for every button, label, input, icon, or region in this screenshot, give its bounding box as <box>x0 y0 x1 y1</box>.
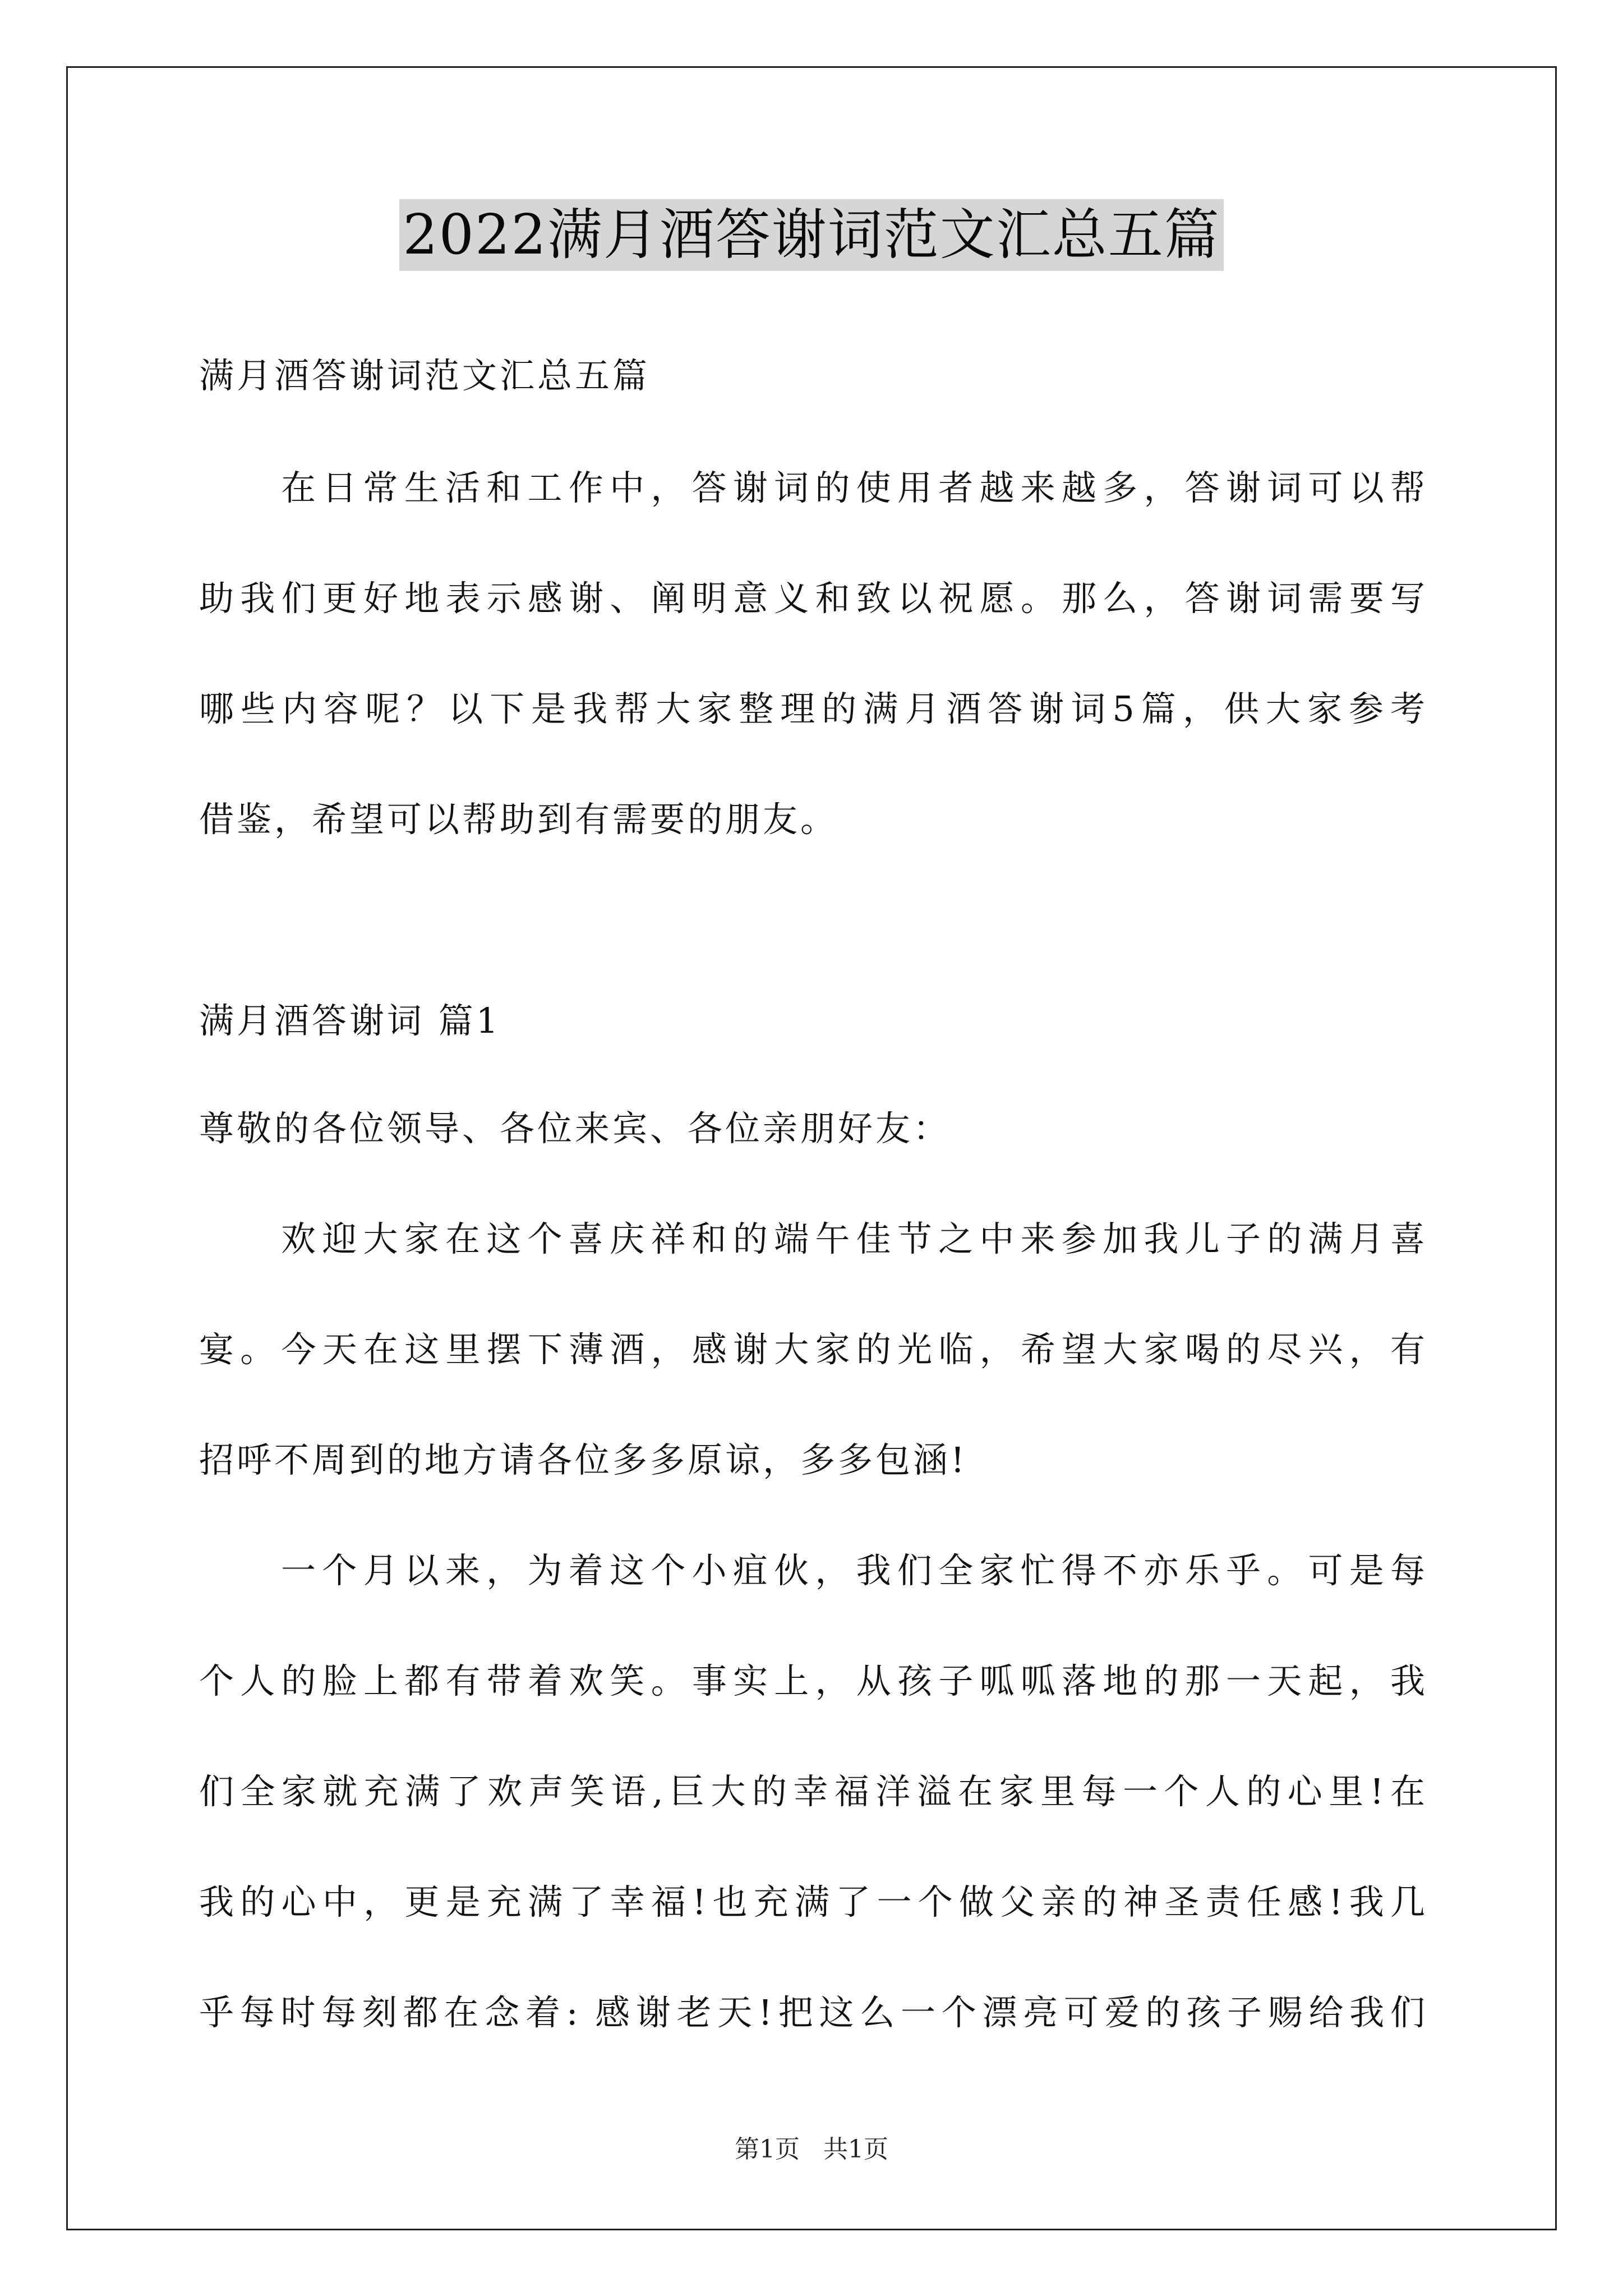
subtitle: 满月酒答谢词范文汇总五篇 <box>199 355 651 396</box>
intro-line: 在日常生活和工作中，答谢词的使用者越来越多，答谢词可以帮 <box>281 467 1425 508</box>
salutation: 尊敬的各位领导、各位来宾、各位亲朋好友： <box>199 1108 951 1149</box>
paragraph-line: 宴。今天在这里摆下薄酒，感谢大家的光临，希望大家喝的尽兴，有 <box>199 1329 1425 1370</box>
paragraph-line: 乎每时每刻都在念着: 感谢老天!把这么一个漂亮可爱的孩子赐给我们 <box>199 1992 1425 2033</box>
paragraph-line: 欢迎大家在这个喜庆祥和的端午佳节之中来参加我儿子的满月喜 <box>281 1218 1425 1259</box>
section-heading: 满月酒答谢词 篇1 <box>199 1000 501 1041</box>
document-title: 2022满月酒答谢词范文汇总五篇 <box>399 199 1223 271</box>
intro-line: 助我们更好地表示感谢、阐明意义和致以祝愿。那么，答谢词需要写 <box>199 578 1425 619</box>
page-footer <box>0 2133 1623 2166</box>
intro-line: 借鉴，希望可以帮助到有需要的朋友。 <box>199 799 838 840</box>
paragraph-line: 我的心中，更是充满了幸福!也充满了一个做父亲的神圣责任感!我几 <box>199 1881 1425 1922</box>
page-total: 共1页 <box>823 2135 888 2164</box>
paragraph-line: 个人的脸上都有带着欢笑。事实上，从孩子呱呱落地的那一天起，我 <box>199 1660 1425 1701</box>
title-container <box>0 199 1623 271</box>
intro-line: 哪些内容呢？以下是我帮大家整理的满月酒答谢词5篇，供大家参考 <box>199 688 1425 729</box>
paragraph-line: 一个月以来，为着这个小疽伙，我们全家忙得不亦乐乎。可是每 <box>281 1550 1425 1591</box>
page-number: 第1页 <box>735 2135 800 2164</box>
paragraph-line: 们全家就充满了欢声笑语,巨大的幸福洋溢在家里每一个人的心里!在 <box>199 1771 1425 1812</box>
paragraph-line: 招呼不周到的地方请各位多多原谅，多多包涵! <box>199 1439 967 1480</box>
